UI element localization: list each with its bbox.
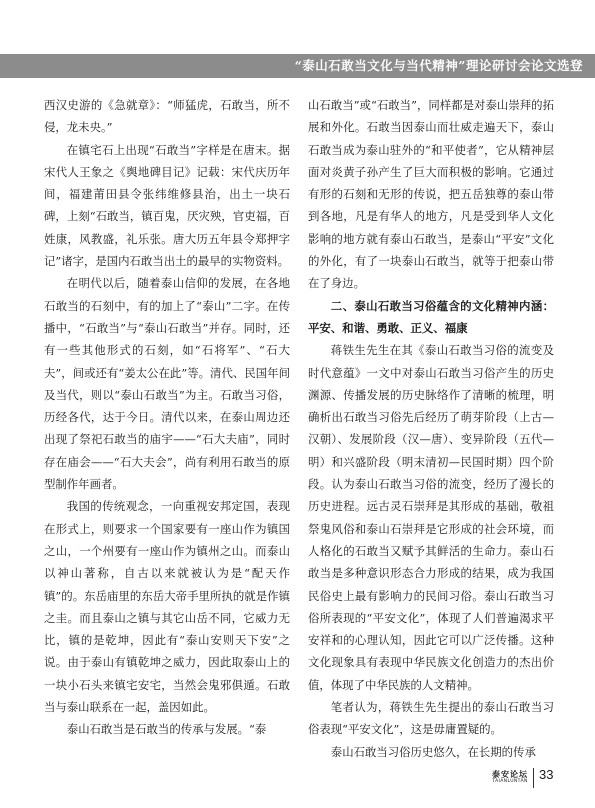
paragraph: 蒋铁生先生在其《泰山石敢当习俗的流变及时代意蕴》一文中对泰山石敢当习俗产生的历史渊源、传播发展的历史脉络作了清晰的梳理，明确析出石敢当习俗先后经历了萌芽阶段（上古—汉朝）、发展阶段（汉—唐）、变异阶段（五代—明）和兴盛阶段（明末清初—民国时期）四个阶段。认为泰山石敢当习俗的流变，经历了漫长的历史进程。远古灵石崇拜是其形成的基础，敬祖祭鬼风俗和泰山石崇拜是它形成的社会环境，而人格化的石敢当又赋予其鲜活的生命力。泰山石敢当是多种意识形态合力形成的结果，成为我国民俗史上最有影响力的民间习俗。泰山石敢当习俗所表现的“平安文化”，体现了人们普遍渴求平安祥和的心理认知，因此它可以广泛传播。这种文化现象具有表现中华民族文化创造力的杰出价值，体现了中华民族的人文精神。 <box>308 343 554 692</box>
paragraph-continuation: 西汉史游的《急就章》：“师猛虎，石敢当，所不侵，龙未央。” <box>44 98 290 135</box>
paragraph: 笔者认为，蒋铁生先生提出的泰山石敢当习俗表现“平安文化”，这是毋庸置疑的。 <box>308 700 554 737</box>
paragraph: 泰山石敢当是石敢当的传承与发展。“泰 <box>66 722 267 737</box>
section-heading: 二、泰山石敢当习俗蕴含的文化精神内涵：平安、和谐、勇敢、正义、福康 <box>308 298 554 335</box>
right-column <box>308 94 554 763</box>
paragraph: 我国的传统观念，一向重视安邦定国，表现在形式上，则要求一个国家要有一座山作为镇国之山，一个州要有一座山作为镇州之山。而泰山以神山著称，自古以来就被认为是“配天作镇”的。东岳庙里的东岳大帝手里所执的就是作镇之圭。而且泰山之镇与其它山岳不同，它威力无比，镇的是乾坤，因此有“泰山安则天下安”之说。由于泰山有镇乾坤之威力，因此取泰山上的一块小石头来镇宅安宅，当然会鬼邪俱遁。石敢当与泰山联系在一起，盖因如此。 <box>44 499 290 715</box>
running-header-title: “泰山石敢当文化与当代精神”理论研讨会论文选登 <box>294 58 583 73</box>
left-column <box>44 94 290 741</box>
paragraph: 泰山石敢当习俗历史悠久，在长期的传承 <box>330 744 536 759</box>
journal-logo-en: TAIANLUNTAN <box>492 779 528 784</box>
journal-logo-cn: 泰安论坛 <box>492 769 528 779</box>
footer-divider <box>533 768 534 788</box>
paragraph: 在镇宅石上出现“石敢当”字样是在唐末。据宋代人王象之《舆地碑目记》记载：宋代庆历年间，福建莆田县令张纬维修县治，出土一块石碑，上刻“石敢当，镇百鬼，厌灾殃，官吏福，百姓康，风教盛，礼乐张。唐大历五年县令郑押字记”诸字，是国内石敢当出土的最早的实物资料。 <box>44 142 290 269</box>
page-number: 33 <box>539 767 554 782</box>
paragraph: 在明代以后，随着泰山信仰的发展，在各地石敢当的石刻中，有的加上了“泰山”二字。在传播中，“石敢当”与“泰山石敢当”并存。同时，还有一些其他形式的石刻，如“石将军”、“石大夫”，间或还有“姜太公在此”等。清代、民国年间及当代，则以“泰山石敢当”为主。石敢当习俗，历经各代，达于今日。清代以来，在泰山周边还出现了祭祀石敢当的庙宇——“石大夫庙”，同时存在庙会——“石大夫会”，尚有利用石敢当的原型制作年画者。 <box>44 276 290 492</box>
journal-logo <box>488 770 532 785</box>
header-band <box>0 54 595 78</box>
paragraph-continuation: 山石敢当”或“石敢当”，同样都是对泰山崇拜的拓展和外化。石敢当因泰山而壮威走遍天下，泰山石敢当成为泰山驻外的“和平使者”，它从精神层面对炎黄子孙产生了巨大而积极的影响。它通过有形的石刻和无形的传说，把五岳独尊的泰山带到各地，凡是有华人的地方，凡是受到华人文化影响的地方就有泰山石敢当，是泰山“平安”文化的外化，有了一块泰山石敢当，就等于把泰山带在了身边。 <box>308 98 554 291</box>
